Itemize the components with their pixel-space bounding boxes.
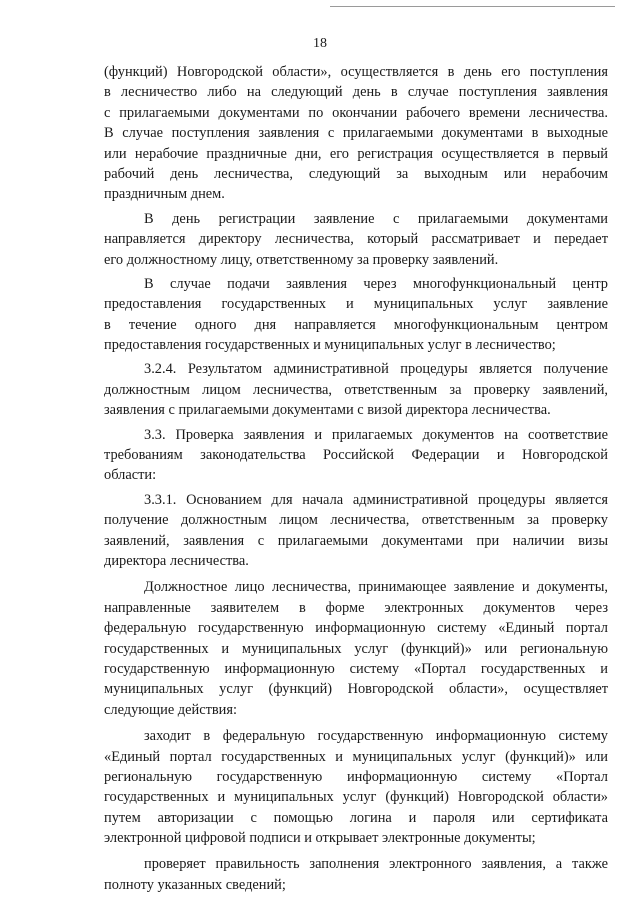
text-line: В случае поступления заявления с прилагаемыми документами в выходные	[104, 125, 608, 142]
text-line: в течение одного дня направляется многофункциональным центром	[104, 316, 608, 333]
text-line: В случае подачи заявления через многофункциональный центр	[144, 275, 608, 292]
text-line: предоставления государственных и муниципальных услуг заявление	[104, 296, 608, 313]
text-line: путем авторизации с помощью логина и пароля или сертификата	[104, 809, 608, 826]
text-line: следующие действия:	[104, 701, 238, 718]
text-line: Должностное лицо лесничества, принимающее заявление и документы,	[144, 579, 608, 596]
text-line: с прилагаемыми документами по окончании рабочего времени лесничества.	[104, 104, 608, 121]
text-line: рабочий день лесничества, следующий за выходным или нерабочим	[104, 165, 608, 182]
text-line: получение должностным лицом лесничества, ответственным за проверку	[104, 512, 608, 529]
text-line: муниципальных услуг (функций) Новгородской области», осуществляет	[104, 681, 608, 698]
text-line: федеральную государственную информационную систему «Единый портал	[104, 620, 608, 637]
body-text	[104, 62, 608, 895]
text-line: полноту указанных сведений;	[104, 876, 286, 893]
text-line: заходит в федеральную государственную информационную систему	[144, 728, 608, 745]
text-line: (функций) Новгородской области», осуществляется в день его поступления	[104, 64, 608, 80]
text-line: 3.2.4. Результатом административной процедуры является получение	[144, 361, 608, 378]
text-line: праздничным днем.	[104, 186, 225, 203]
text-line: или нерабочие праздничные дни, его регистрация осуществляется в первый	[104, 145, 608, 162]
text-line: заявлений, заявления с прилагаемыми документами при наличии визы	[104, 532, 608, 549]
text-line: государственных и муниципальных услуг (функций) Новгородской области»	[104, 789, 608, 806]
text-line: направленные заявителем в форме электронных документов через	[104, 599, 608, 616]
text-line: государственную информационную систему «Портал государственных и	[104, 660, 608, 677]
text-line: в лесничество либо на следующий день в случае поступления заявления	[104, 84, 608, 101]
text-line: В день регистрации заявление с прилагаемыми документами	[144, 210, 608, 227]
text-line: 3.3. Проверка заявления и прилагаемых документов на соответствие	[144, 426, 608, 443]
text-line: проверяет правильность заполнения электронного заявления, а также	[144, 856, 608, 873]
text-line: направляется директору лесничества, который рассматривает и передает	[104, 231, 608, 248]
text-line: 3.3.1. Основанием для начала административной процедуры является	[144, 491, 608, 508]
text-line: государственных и муниципальных услуг (функций)» или региональную	[104, 640, 608, 657]
text-line: предоставления государственных и муниципальных услуг в лесничество;	[104, 337, 556, 354]
text-line: требованиям законодательства Российской Федерации и Новгородской	[104, 447, 608, 464]
text-line: региональную государственную информационную систему «Портал	[104, 768, 608, 785]
page-number: 18	[313, 36, 327, 51]
text-line: должностным лицом лесничества, ответственным за проверку заявлений,	[104, 381, 608, 398]
text-line: заявления с прилагаемыми документами с визой директора лесничества.	[104, 402, 551, 419]
text-line: области:	[104, 467, 157, 484]
text-line: его должностному лицу, ответственному за проверку заявлений.	[104, 251, 499, 268]
text-line: электронной цифровой подписи и открывает электронные документы;	[104, 830, 536, 847]
text-line: директора лесничества.	[104, 552, 249, 569]
scan-edge-line	[330, 6, 615, 7]
text-line: «Единый портал государственных и муниципальных услуг (функций)» или	[104, 748, 608, 765]
